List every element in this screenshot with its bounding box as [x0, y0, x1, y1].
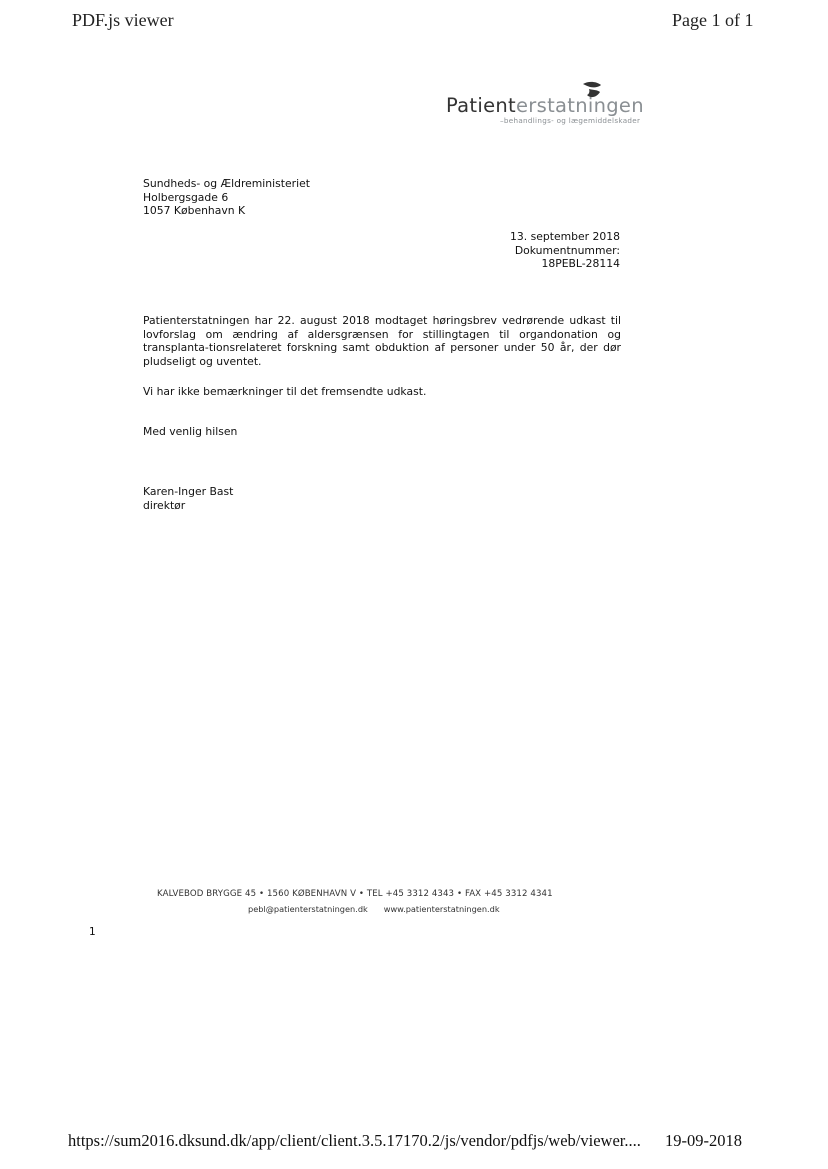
doc-number: 18PEBL-28114 — [541, 257, 620, 270]
page-number: 1 — [89, 926, 96, 938]
footer-contact — [248, 904, 500, 914]
company-logo-text — [446, 94, 644, 117]
signer-name: Karen-Inger Bast — [143, 485, 234, 498]
footer-email: pebl@patienterstatningen.dk — [248, 904, 368, 914]
letter-meta — [440, 230, 620, 271]
body-paragraph: Vi har ikke bemærkninger til det fremsendte udkast. — [143, 385, 427, 398]
print-date: 19-09-2018 — [665, 1131, 742, 1150]
doc-number-label: Dokumentnummer: — [514, 243, 620, 257]
signature-block — [143, 485, 233, 512]
logo-subtitle: –behandlings- og lægemiddelskader — [500, 116, 641, 125]
recipient-line: Holbergsgade 6 — [143, 190, 229, 204]
recipient-line: 1057 København K — [143, 204, 246, 217]
body-paragraph: Patienterstatningen har 22. august 2018 modtaget høringsbrev vedrørende udkast til lovforslag om ændring af aldersgrænsen for stillingtagen til organdonation og transplanta-tionsrelateret forskning samt obduktion af personer under 50 år, der dør pludseligt og uventet. — [143, 314, 621, 368]
letter-date: 13. september 2018 — [510, 230, 620, 243]
footer-address: KALVEBOD BRYGGE 45 • 1560 KØBENHAVN V • TEL +45 3312 4343 • FAX +45 3312 4341 — [157, 889, 553, 899]
logo-text-light: erstatningen — [516, 94, 644, 117]
footer-website: www.patienterstatningen.dk — [383, 904, 500, 914]
signer-title: direktør — [143, 498, 186, 512]
logo-text-strong: Patient — [446, 94, 516, 117]
print-url: https://sum2016.dksund.dk/app/client/client.3.5.17170.2/js/vendor/pdfjs/web/viewer.... — [68, 1131, 641, 1150]
page-indicator: Page 1 of 1 — [672, 10, 754, 30]
viewer-title: PDF.js viewer — [72, 10, 174, 30]
recipient-address — [143, 177, 310, 218]
recipient-line: Sundheds- og Ældreministeriet — [143, 177, 310, 190]
closing-greeting: Med venlig hilsen — [143, 425, 238, 438]
